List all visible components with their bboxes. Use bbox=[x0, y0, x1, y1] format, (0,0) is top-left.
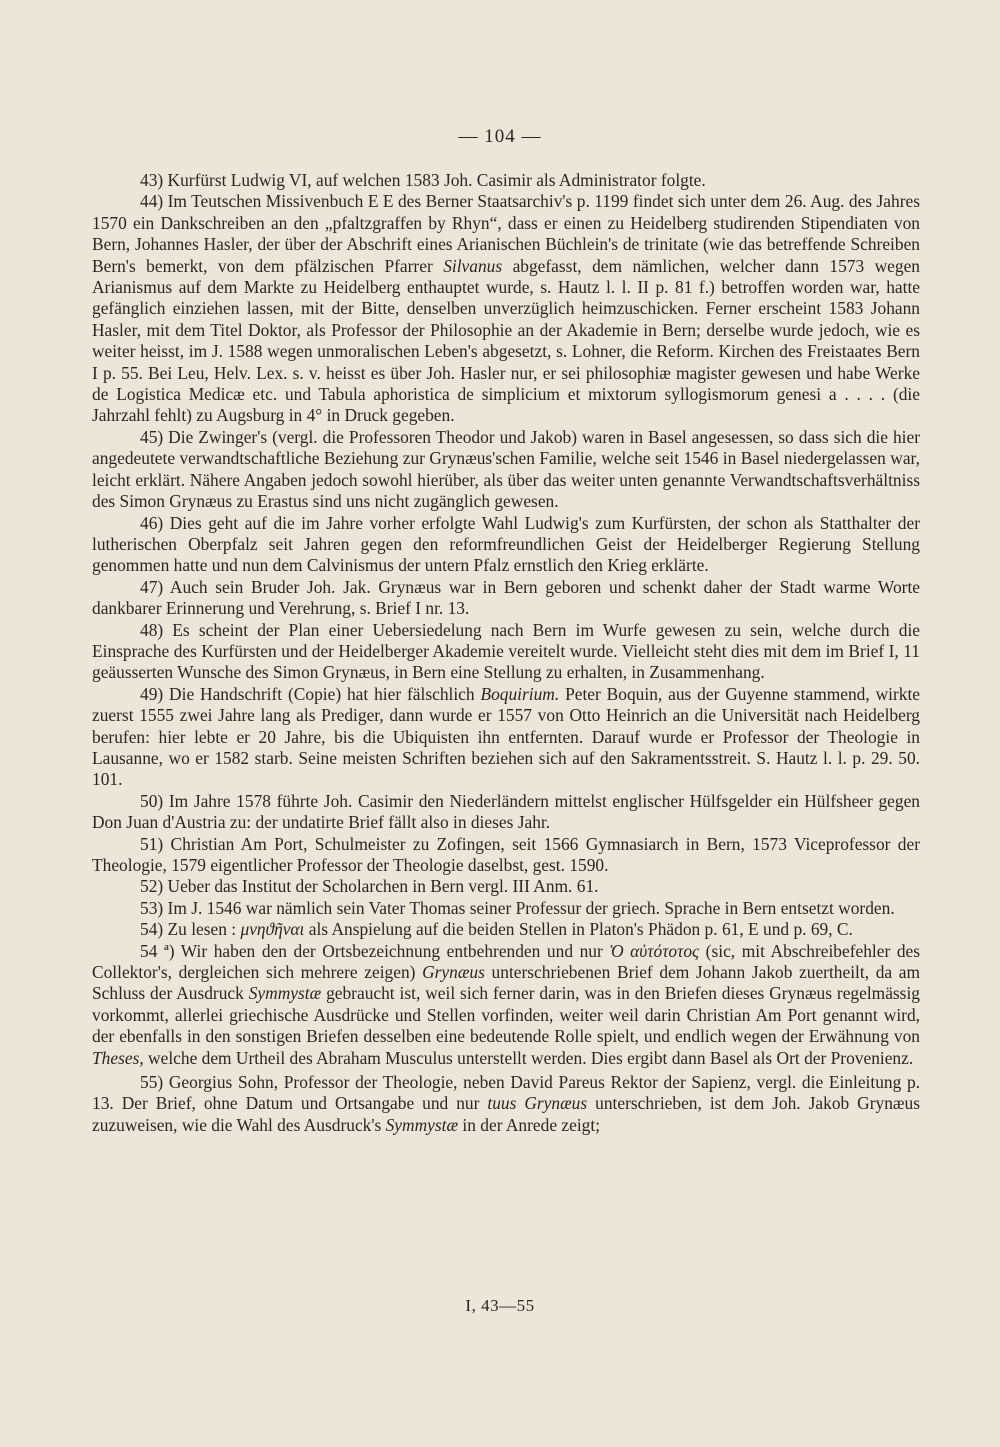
page-number: — 104 — bbox=[458, 126, 542, 147]
endnote-n54a bbox=[92, 941, 920, 1069]
endnote-n54 bbox=[92, 919, 920, 940]
endnote-n52 bbox=[92, 876, 920, 897]
note-text: 55) Georgius Sohn, Professor der Theologie, neben David Pareus Rektor der Sapienz, vergl. die Einleitung p. 13. Der Brief, ohne Datum und Ortsangabe und nur bbox=[92, 1072, 920, 1114]
note-text: als Anspielung auf die beiden Stellen in Platon's Phädon p. 61, E und p. 69, C. bbox=[304, 919, 853, 940]
italic-text: Boquirium. bbox=[480, 683, 560, 704]
endnotes-body bbox=[92, 170, 920, 1136]
note-text: abgefasst, dem nämlichen, welcher dann 1573 wegen Arianismus auf dem Markte zu Heidelberg enthauptet wurde, s. Hautz l. l. II p. 81 f.) betroffen worden war, hatte gefänglich einziehen lassen, mit der Bitte, denselben unverzüglich heimzuschicken. Ferner erscheint 1583 Johann Hasler, mit dem Titel Doktor, als Professor der Philosophie an der Akademie in Bern; derselbe wurde jedoch, wie es weiter heisst, im J. 1588 wegen unmoralischen Leben's abgesetzt, s. Lohner, die Reform. Kirchen des Freistaates Bern I p. 55. Bei Leu, Helv. Lex. s. v. heisst es über Joh. Hasler nur, er sei philosophiæ magister gewesen und habe Werke de Logistica Medicæ etc. und Tabula aphoristica de simplicium et mixtorum syllogismorum genesi a . . . . (die Jahrzahl fehlt) zu Augsburg in 4° in Druck gegeben. bbox=[92, 255, 921, 426]
italic-text: tuus Grynæus bbox=[487, 1093, 588, 1114]
note-text: 54) Zu lesen : bbox=[140, 919, 241, 940]
note-text: 50) Im Jahre 1578 führte Joh. Casimir den Niederländern mittelst englischer Hülfsgelder ein Hülfsheer gegen Don Juan d'Austria zu: der undatirte Brief fällt also in dieses Jahr. bbox=[92, 790, 920, 833]
italic-text: Theses, bbox=[92, 1047, 144, 1068]
note-text: 52) Ueber das Institut der Scholarchen in Bern vergl. III Anm. 61. bbox=[140, 876, 599, 897]
note-text: gebraucht ist, weil sich ferner darin, was in den Briefen dieses Grynæus regelmässig vorkommt, allerlei griechische Ausdrücke und Stellen vorfinden, weiter weil darin Christian Am Port genannt wird, der ebenfalls in den sonstigen Briefen desselben eine bedeutende Rolle spielt, und endlich wegen der Erwähnung von bbox=[92, 983, 920, 1047]
endnote-n55 bbox=[92, 1072, 920, 1136]
italic-text: Ὁ αὐτότοτος bbox=[609, 940, 700, 961]
note-text: 48) Es scheint der Plan einer Uebersiedelung nach Bern im Wurfe gewesen zu sein, welche durch die Einsprache des Kurfürsten und der Heidelberger Akademie vereitelt wurde. Vielleicht steht dies mit dem im Brief I, 11 geäusserten Wunsche des Simon Grynæus, in Bern eine Stellung zu erhalten, in Zusammenhang. bbox=[92, 619, 920, 683]
note-text: 46) Dies geht auf die im Jahre vorher erfolgte Wahl Ludwig's zum Kurfürsten, der schon als Statthalter der lutherischen Oberpfalz seit Jahren gegen den reformfreundlichen Geist der Heidelberger Regierung Stellung genommen hatte und nun dem Calvinismus der untern Pfalz ernstlich den Krieg erklärte. bbox=[92, 512, 920, 576]
note-text: unterschrieben, ist dem Joh. Jakob Grynæus zuzuweisen, wie die Wahl des Ausdruck's bbox=[92, 1093, 920, 1135]
note-text: 47) Auch sein Bruder Joh. Jak. Grynæus war in Bern geboren und schenkt daher der Stadt warme Worte dankbarer Erinnerung und Verehrung, s. Brief I nr. 13. bbox=[92, 576, 920, 619]
endnote-n53 bbox=[92, 898, 920, 919]
italic-text: Silvanus bbox=[443, 255, 503, 276]
note-text: 45) Die Zwinger's (vergl. die Professoren Theodor und Jakob) waren in Basel angesessen, so dass sich die hier angedeutete verwandtschaftliche Beziehung zur Grynæus'schen Familie, welche seit 1546 in Basel niedergelassen war, leicht erklärt. Nähere Angaben jedoch sowohl hierüber, als über das weiter unten genannte Verwandtschaftsverhältniss des Simon Grynæus zu Erastus sind uns nicht zugänglich gewesen. bbox=[92, 426, 920, 512]
note-text: 54 ª) Wir haben den der Ortsbezeichnung entbehrenden und nur bbox=[140, 940, 610, 961]
signature-mark: I, 43—55 bbox=[465, 1296, 535, 1315]
note-text: 51) Christian Am Port, Schulmeister zu Zofingen, seit 1566 Gymnasiarch in Bern, 1573 Viceprofessor der Theologie, 1579 eigentlicher Professor der Theologie daselbst, gest. 1590. bbox=[92, 833, 920, 875]
endnote-n46 bbox=[92, 513, 920, 577]
note-text: 43) Kurfürst Ludwig VI, auf welchen 1583 Joh. Casimir als Administrator folgte. bbox=[140, 170, 706, 190]
note-text: Peter Boquin, aus der Guyenne stammend, wirkte zuerst 1555 zwei Jahre lang als Prediger, dann wurde er 1557 von Otto Heinrich an die Universität nach Heidelberg berufen: hier lebte er 20 Jahre, bis die Ubiquisten ihn entfernten. Darauf wurde er Professor der Theologie in Lausanne, wo er 1582 starb. Seine meisten Schriften beziehen sich auf den Sakramentsstreit. S. Hautz l. l. p. 29. 50. 101. bbox=[92, 683, 920, 790]
endnote-n49 bbox=[92, 684, 920, 791]
endnote-n47 bbox=[92, 577, 920, 620]
endnote-n43 bbox=[92, 170, 920, 191]
italic-text: Symmystæ bbox=[385, 1114, 459, 1135]
endnote-n51 bbox=[92, 834, 920, 877]
note-text: (sic, mit Abschreibefehler des Collektor's, dergleichen sich mehrere zeigen) bbox=[92, 940, 921, 983]
note-text: welche dem Urtheil des Abraham Musculus unterstellt werden. Dies ergibt dann Basel als Ort der Provenienz. bbox=[143, 1047, 914, 1068]
italic-text: Symmystæ bbox=[248, 983, 322, 1004]
note-text: in der Anrede zeigt; bbox=[458, 1114, 601, 1135]
note-text: 44) Im Teutschen Missivenbuch E E des Berner Staatsarchiv's p. 1199 findet sich unter dem 26. Aug. des Jahres 1570 ein Dankschreiben an den „pfaltzgraffen by Rhyn“, dass er einen zu Heidelberg studirenden Stipendiaten von Bern, Johannes Hasler, der über der Abschrift eines Arianischen Büchlein's de trinitate (wie das betreffende Schreiben Bern's bemerkt, von dem pfälzischen Pfarrer bbox=[92, 191, 920, 276]
italic-text: μνηϑῆναι bbox=[240, 919, 305, 940]
endnote-n45 bbox=[92, 427, 920, 513]
endnote-n44 bbox=[92, 191, 920, 426]
note-text: 53) Im J. 1546 war nämlich sein Vater Thomas seiner Professur der griech. Sprache in Bern entsetzt worden. bbox=[140, 897, 895, 918]
endnote-n50 bbox=[92, 791, 920, 834]
note-text: unterschriebenen Brief dem Johann Jakob zuertheilt, da am Schluss der Ausdruck bbox=[92, 962, 920, 1004]
italic-text: Grynæus bbox=[422, 962, 485, 983]
note-text: 49) Die Handschrift (Copie) hat hier fälschlich bbox=[140, 683, 481, 704]
endnote-n48 bbox=[92, 620, 920, 684]
